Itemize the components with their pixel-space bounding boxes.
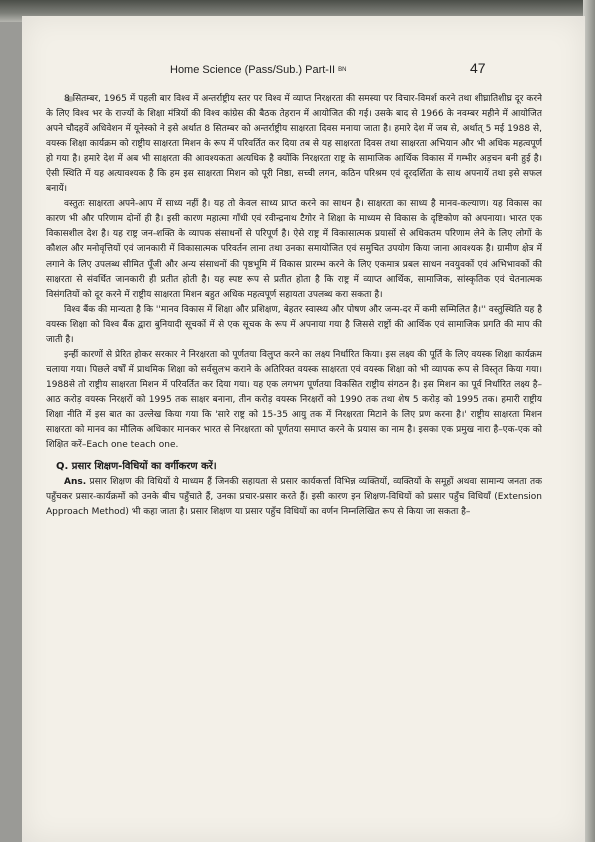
paragraph: 8 सितम्बर, 1965 में पहली बार विश्व में अन्तर्राष्ट्रीय स्तर पर विश्व में व्याप्त निरक्षरता की समस्या पर विचार-विमर्श करने तथा शीघ्रातिशीघ्र दूर करने के लिए विश्व भर के राज्यों के शिक्षा मंत्रियों की विश्व कांग्रेस की बैठक तेहरान में आयोजित की गई। उसके बाद से 1966 के नवम्बर महीने में आयोजित अपने चौदहवें अधिवेशन में यूनेस्को ने इसे अर्थात 8 सितम्बर को अन्तर्राष्ट्रीय साक्षरता दिवस मनाया जाता है। हमारे देश में जब से, अर्थात् 5 मई 1988 से, वयस्क शिक्षा कार्यक्रम को राष्ट्रीय साक्षरता मिशन के रूप में परिवर्तित कर दिया तब से यह साक्षरता दिवस तथा साक्षरता अभियान और भी अधिक महत्वपूर्ण हो गया है। हमारे देश में अब भी साक्षरता की आवश्यकता अत्यधिक है क्योंकि निरक्षरता राष्ट्र के सामाजिक आर्थिक विकास में गम्भीर अड़चन बनी हुई है। ऐसी स्थिति में यह अत्यावश्यक है कि हम इस साक्षरता मिशन को पूरी निष्ठा, सच्ची लगन, कठिन परिश्रम एवं दूरदर्शिता के साथ अपनायें तथा इसे सफल बनायें। [46, 94, 542, 195]
answer-label: Ans. [64, 477, 87, 488]
book-code: BN [338, 67, 347, 74]
paragraph: वस्तुतः साक्षरता अपने-आप में साध्य नहीं है। यह तो केवल साध्य प्राप्त करने का साधन है। साक्षरता का साध्य है मानव-कल्याण। यह विकास का कारण भी और परिणाम दोनों ही है। इसी कारण महात्मा गाँधी एवं रवीन्द्रनाथ टैगोर ने शिक्षा के माध्यम से विकास के दृष्टिकोण को अपनाया। भारत एक विकासशील देश है। यह राष्ट्र जन-शक्ति के व्यापक संसाधनों से परिपूर्ण है। ऐसे राष्ट्र में विकासात्मक प्रयासों से अधिकतम परिणाम लेने के लिए लोगों के कौशल और मनोवृत्तियों एवं जानकारी में विकासात्मक परिवर्तन लाना तथा उनका समायोजित एवं समुचित उपयोग किया जाना आवश्यक है। ग्रामीण क्षेत्र में लगाने के लिए उपलब्ध सीमित पूँजी और अन्य संसाधनों की पृष्ठभूमि में विकास प्रारम्भ करने के लिए एकमात्र प्रबल साधन नवयुवकों एवं अभिभावकों की साक्षरता से संवर्धित जानकारी ही प्रतीत होती है। यह स्पष्ट रूप से प्रतीत होता है कि राष्ट्र में व्याप्त आर्थिक, सामाजिक, सांस्कृतिक एवं चेतनात्मक विसंगतियों को दूर करने में राष्ट्रीय साक्षरता मिशन बहुत अधिक महत्वपूर्ण सहायता उपलब्ध करा सकता है। [46, 199, 542, 300]
answer-text: प्रसार शिक्षण की विधियों ये माध्यम हैं जिनकी सहायता से प्रसार कार्यकर्त्ता विभिन्न व्यक्तियों, व्यक्तियों के समूहों अथवा सामान्य जनता तक पहुँचकर प्रसार-कार्यक्रमों को उनके बीच पहुँचाते हैं, उनका प्रचार-प्रसार करते हैं। इसी कारण इन शिक्षण-विधियों को प्रसार पहुँच विधियाँ (Extension Approach Method) भी कहा जाता है। प्रसार शिक्षण या प्रसार पहुँच विधियों का वर्णन निम्नलिखित रूप से किया जा सकता है– [46, 477, 542, 518]
answer-paragraph [46, 475, 542, 520]
book-title: Home Science (Pass/Sub.) Part-II [170, 64, 336, 76]
running-header [170, 64, 470, 84]
paragraph: विश्व बैंक की मान्यता है कि ''मानव विकास में शिक्षा और प्रशिक्षण, बेहतर स्वास्थ्य और पोषण और जन्म-दर में कमी सम्मिलित है।'' वस्तुस्थिति यह है वयस्क शिक्षा को विश्व बैंक द्वारा बुनियादी सूचकों में से एक सूचक के रूप में अपनाया गया है जिससे राष्ट्रों की आर्थिक एवं सामाजिक प्रगति की माप की जाती है। [46, 304, 542, 345]
paragraph: इन्हीं कारणों से प्रेरित होकर सरकार ने निरक्षरता को पूर्णतया विलुप्त करने का लक्ष्य निर्धारित किया। इस लक्ष्य की पूर्ति के लिए वयस्क शिक्षा कार्यक्रम चलाया गया। पिछले वर्षों में प्राथमिक शिक्षा को सर्वसुलभ कराने के अतिरिक्त वयस्क साक्षरता एवं वयस्क शिक्षा को भी व्यापक रूप से विस्तृत किया गया। 1988से तो राष्ट्रीय साक्षरता मिशन में परिवर्तित कर दिया गया। यह एक लगभग पूर्णतया विकसित राष्ट्रीय संगठन है। इस मिशन का पूर्व निर्धारित लक्ष्य है–आठ करोड़ वयस्क निरक्षरों को 1995 तक साक्षर बनाना, तीन करोड़ वयस्क निरक्षरों को 1990 तक तथा शेष 5 करोड़ को 1995 तक। हमारी राष्ट्रीय शिक्षा नीति में इस बात का उल्लेख किया गया कि 'सारे राष्ट्र को 15-35 आयु तक में निरक्षरता मिटाने के लिए प्रण करना है।' राष्ट्रीय साक्षरता मिशन साक्षरता को मानव का मौलिक अधिकार मानकर भारत से निरक्षरता को पूर्णतया समाप्त करने के प्रयास का नाम है। इसका एक प्रमुख नारा है–एक-एक को शिक्षित करें–Each one teach one. [46, 349, 542, 451]
page-number: 47 [470, 60, 486, 76]
page-body [46, 92, 542, 832]
question-heading: Q. प्रसार शिक्षण-विधियों का वर्गीकरण करें। [56, 461, 217, 473]
